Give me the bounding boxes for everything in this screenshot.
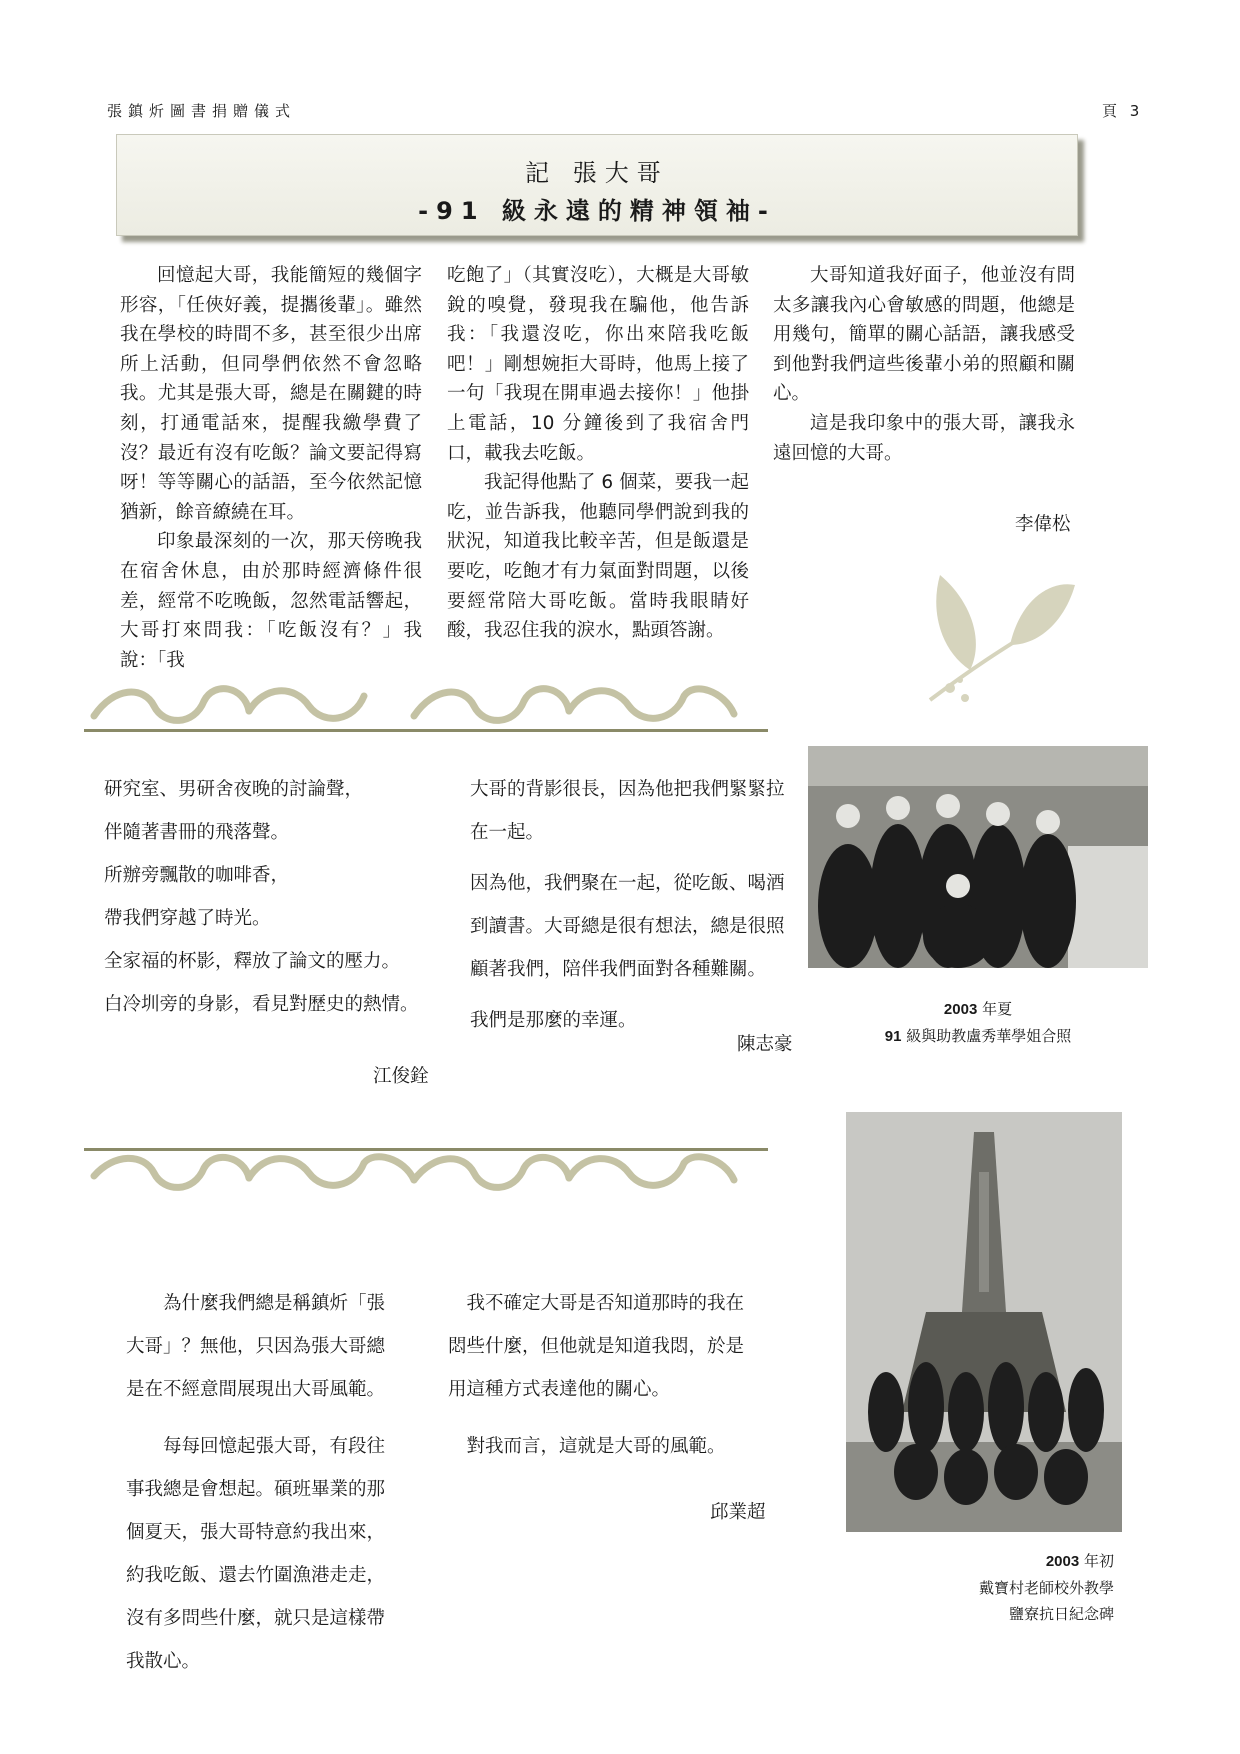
paragraph: 大哥的背影很長，因為他把我們緊緊拉在一起。 [470,779,785,843]
caption-desc: 級與助教盧秀華學姐合照 [901,1027,1072,1045]
paragraph: 為什麼我們總是稱鎮炘「張大哥」？無他，只因為張大哥總是在不經意間展現出大哥風範。 [126,1293,386,1400]
paragraph: 吃飽了」（其實沒吃），大概是大哥敏銳的嗅覺，發現我在騙他，他告訴我：「我還沒吃，你出來陪我吃飯吧！」剛想婉拒大哥時，他馬上接了一句「我現在開車過去接你！」他掛上電話，10 分鐘後到了我宿舍門口，載我去吃飯。 [447,265,749,464]
signature-li: 李偉松 [1015,514,1071,535]
running-header-title: 張鎮炘圖書捐贈儀式 [107,102,297,120]
article2-poem [104,768,444,1026]
poem-line: 研究室、男研舍夜晚的討論聲， [104,779,364,800]
paragraph: 印象最深刻的一次，那天傍晚我在宿舍休息，由於那時經濟條件很差，經常不吃晚飯，忽然電話響起，大哥打來問我：「吃飯沒有？」我說：「我 [120,531,422,671]
paragraph: 因為他，我們聚在一起，從吃飯、喝酒到讀書。大哥總是很有想法，總是很照顧著我們，陪伴我們面對各種難關。 [470,873,785,980]
paragraph: 大哥知道我好面子，他並沒有問太多讓我內心會敏感的問題，他總是用幾句，簡單的關心話語，讓我感受到他對我們這些後輩小弟的照顧和關心。 [773,265,1075,405]
poem-line: 白冷圳旁的身影，看見對歷史的熱情。 [104,994,419,1015]
poem-line: 全家福的杯影，釋放了論文的壓力。 [104,951,401,972]
poem-line: 所辦旁飄散的咖啡香， [104,865,290,886]
page-number: 頁 3 [1102,102,1144,120]
photo1-caption [858,996,1098,1050]
caption-year: 2003 [943,1001,978,1018]
article1-col3 [773,261,1075,468]
ornament-divider [84,1148,768,1206]
caption-season: 年夏 [977,1000,1013,1018]
article1-col2 [447,261,749,646]
caption-desc: 戴寶村老師校外教學 [978,1579,1114,1597]
article3 [470,768,796,1042]
graduation-photo [808,746,1148,968]
article5 [448,1282,758,1468]
title-main: 記 張大哥 [525,159,669,187]
poem-line: 伴隨著書冊的飛落聲。 [104,822,290,843]
leaf-icon [910,560,1080,710]
poem-line: 帶我們穿越了時光。 [104,908,271,929]
paragraph: 對我而言，這就是大哥的風範。 [466,1436,726,1457]
paragraph: 我不確定大哥是否知道那時的我在悶些什麼，但他就是知道我悶，於是用這種方式表達他的關心。 [448,1293,745,1400]
article1-col1 [120,261,422,675]
caption-year: 2003 [1045,1553,1080,1570]
monument-photo [846,1112,1122,1532]
caption-season: 年初 [1079,1552,1114,1570]
signature-jiang: 江俊銓 [373,1066,429,1087]
signature-qiu: 邱業超 [710,1502,766,1523]
paragraph: 回憶起大哥，我能簡短的幾個字形容，「任俠好義，提攜後輩」。雖然我在學校的時間不多，甚至很少出席所上活動，但同學們依然不會忽略我。尤其是張大哥，總是在關鍵的時刻，打通電話來，提醒我繳學費了沒？最近有沒有吃飯？論文要記得寫呀！等等關心的話語，至今依然記憶猶新，餘音繚繞在耳。 [120,265,422,523]
photo2-caption [954,1548,1114,1627]
title-subtitle: -91 級永遠的精神領袖- [418,197,776,225]
paragraph: 每每回憶起張大哥，有段往事我總是會想起。碩班畢業的那個夏天，張大哥特意約我出來，約我吃飯、還去竹圍漁港走走，沒有多問些什麼，就只是這樣帶我散心。 [126,1436,386,1672]
signature-chen: 陳志豪 [737,1034,793,1055]
title-box [116,134,1078,236]
article4 [126,1282,396,1683]
caption-class: 91 [884,1028,902,1045]
paragraph: 我記得他點了 6 個菜，要我一起吃，並告訴我，他聽同學們說到我的狀況，知道我比較辛苦，但是飯還是要吃，吃飽才有力氣面對問題，以後要經常陪大哥吃飯。當時我眼睛好酸，我忍住我的淚水，點頭答謝。 [447,472,749,642]
paragraph: 這是我印象中的張大哥，讓我永遠回憶的大哥。 [773,412,1075,464]
ornament-divider [84,676,768,734]
paragraph: 我們是那麼的幸運。 [470,1010,637,1031]
caption-desc: 鹽寮抗日紀念碑 [1008,1605,1114,1623]
